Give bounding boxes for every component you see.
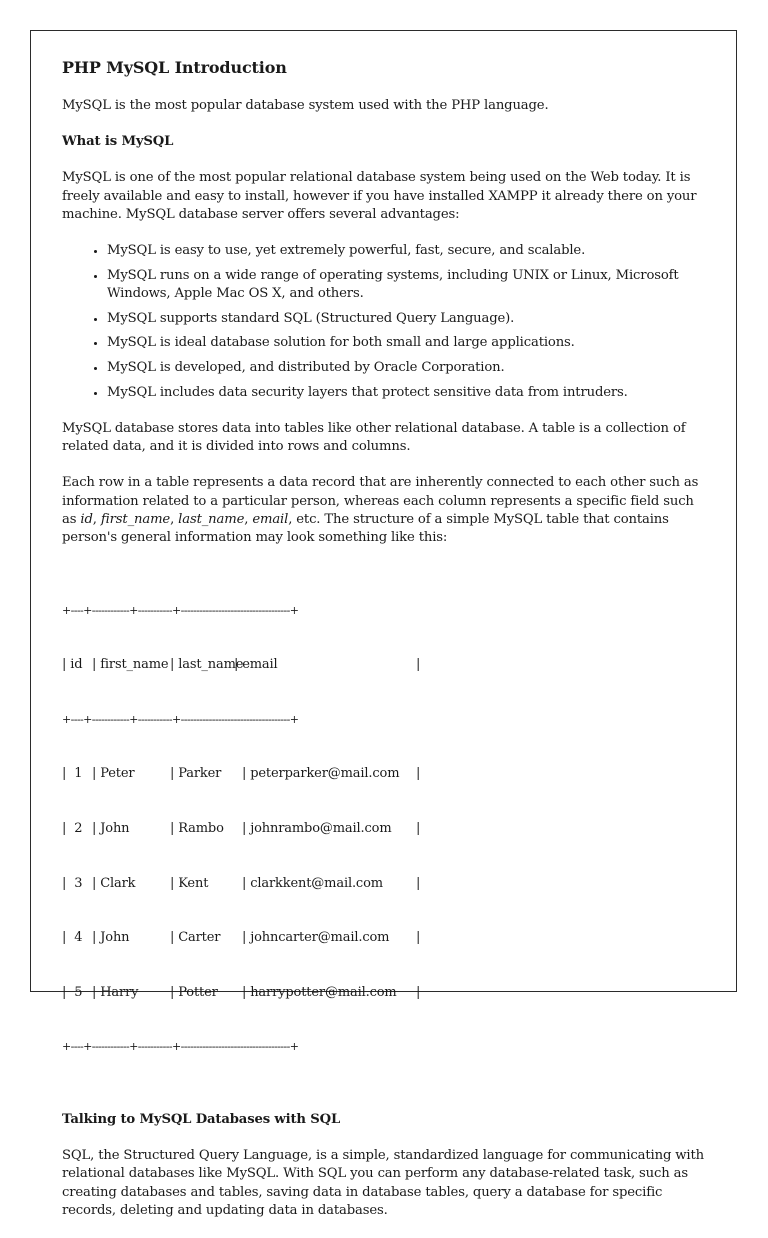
table-header-cell: | last_name — [170, 657, 244, 673]
table-cell: | johncarter@mail.com — [242, 930, 390, 946]
table-cell: | 5 — [62, 984, 83, 1000]
what-is-mysql-paragraph: MySQL is one of the most popular relational database system being used on the Web today. It is freely available and easy to install, however if you have installed XAMPP it already there on your machine. MySQL database server offers several advantages: — [62, 170, 697, 222]
table-cell: | johnrambo@mail.com — [242, 820, 392, 836]
table-cell: | Parker — [170, 766, 222, 782]
table-cell: | Clark — [92, 875, 136, 891]
table-cell: | Kent — [170, 875, 209, 891]
table-row — [62, 765, 712, 783]
table-header-cell: | id — [62, 657, 83, 673]
table-cell: | John — [92, 820, 130, 836]
table-cell: | peterparker@mail.com — [242, 766, 400, 782]
field-name-id: id — [80, 511, 93, 527]
rows-columns-paragraph — [62, 474, 712, 547]
table-header-cell: | first_name — [92, 657, 169, 673]
table-cell: | John — [92, 930, 130, 946]
table-cell: | Carter — [170, 930, 221, 946]
list-item: • MySQL is easy to use, yet extremely powerful, fast, secure, and scalable. — [107, 242, 712, 260]
table-cell: | — [416, 930, 421, 946]
table-border: +----+------------+-----------+-----------------------------------+ — [62, 712, 299, 726]
table-header-cell: | email — [234, 657, 278, 673]
list-item: • MySQL supports standard SQL (Structured Query Language). — [107, 310, 712, 328]
table-cell: | 2 — [62, 820, 83, 836]
tables-paragraph: MySQL database stores data into tables like other relational database. A table is a collection of related data, and it is divided into rows and columns. — [62, 420, 686, 455]
table-row — [62, 984, 712, 1002]
list-item: • MySQL includes data security layers that protect sensitive data from intruders. — [107, 384, 712, 402]
table-cell: | — [416, 984, 421, 1000]
sql-paragraph: SQL, the Structured Query Language, is a simple, standardized language for communicating with relational databases like MySQL. With SQL you can perform any database-related task, such as creating databases and tables, saving data in database tables, query a database for specific records, deleting and updating data in databases. — [62, 1148, 704, 1218]
table-cell: | Rambo — [170, 820, 224, 836]
table-border: +----+------------+-----------+-----------------------------------+ — [62, 1040, 299, 1054]
separator: , — [170, 511, 179, 527]
table-border: +----+------------+-----------+-----------------------------------+ — [62, 603, 299, 617]
table-cell: | 4 — [62, 930, 83, 946]
table-header-row — [62, 656, 712, 674]
ascii-table — [62, 565, 712, 1093]
table-cell: | — [416, 820, 421, 836]
table-row — [62, 820, 712, 838]
list-item: • MySQL is ideal database solution for both small and large applications. — [107, 334, 712, 352]
document-content — [62, 57, 712, 1238]
table-row — [62, 875, 712, 893]
table-cell: | Potter — [170, 984, 218, 1000]
section-heading-what-is-mysql: What is MySQL — [62, 134, 174, 150]
table-cell: | — [416, 875, 421, 891]
table-cell: | — [416, 766, 421, 782]
paragraph-text: , etc. The structure of a simple MySQL table that contains person's general information may look something like this: — [62, 511, 669, 545]
table-header-cell: | — [416, 657, 421, 673]
section-heading-talking-to-mysql: Talking to MySQL Databases with SQL — [62, 1111, 341, 1127]
separator: , — [92, 511, 101, 527]
field-name-email: email — [252, 511, 289, 527]
table-cell: | 1 — [62, 766, 83, 782]
field-name-last-name: last_name — [178, 511, 245, 527]
page-title: PHP MySQL Introduction — [62, 58, 287, 77]
table-cell: | Peter — [92, 766, 135, 782]
table-cell: | 3 — [62, 875, 83, 891]
field-name-first-name: first_name — [100, 511, 171, 527]
table-cell: | clarkkent@mail.com — [242, 875, 383, 891]
table-cell: | harrypotter@mail.com — [242, 984, 397, 1000]
advantages-list — [62, 242, 712, 402]
document-page — [30, 30, 737, 1218]
table-cell: | Harry — [92, 984, 139, 1000]
list-item: • MySQL runs on a wide range of operating systems, including UNIX or Linux, Microsoft Windows, Apple Mac OS X, and others. — [107, 267, 712, 303]
separator: , — [244, 511, 253, 527]
intro-paragraph: MySQL is the most popular database system used with the PHP language. — [62, 98, 549, 113]
list-item: • MySQL is developed, and distributed by Oracle Corporation. — [107, 359, 712, 377]
paragraph-text: Each row in a table represents a data record that are inherently connected to each other such as information related to a particular person, whereas each column represents a specific field such as — [62, 475, 699, 527]
table-row — [62, 929, 712, 947]
